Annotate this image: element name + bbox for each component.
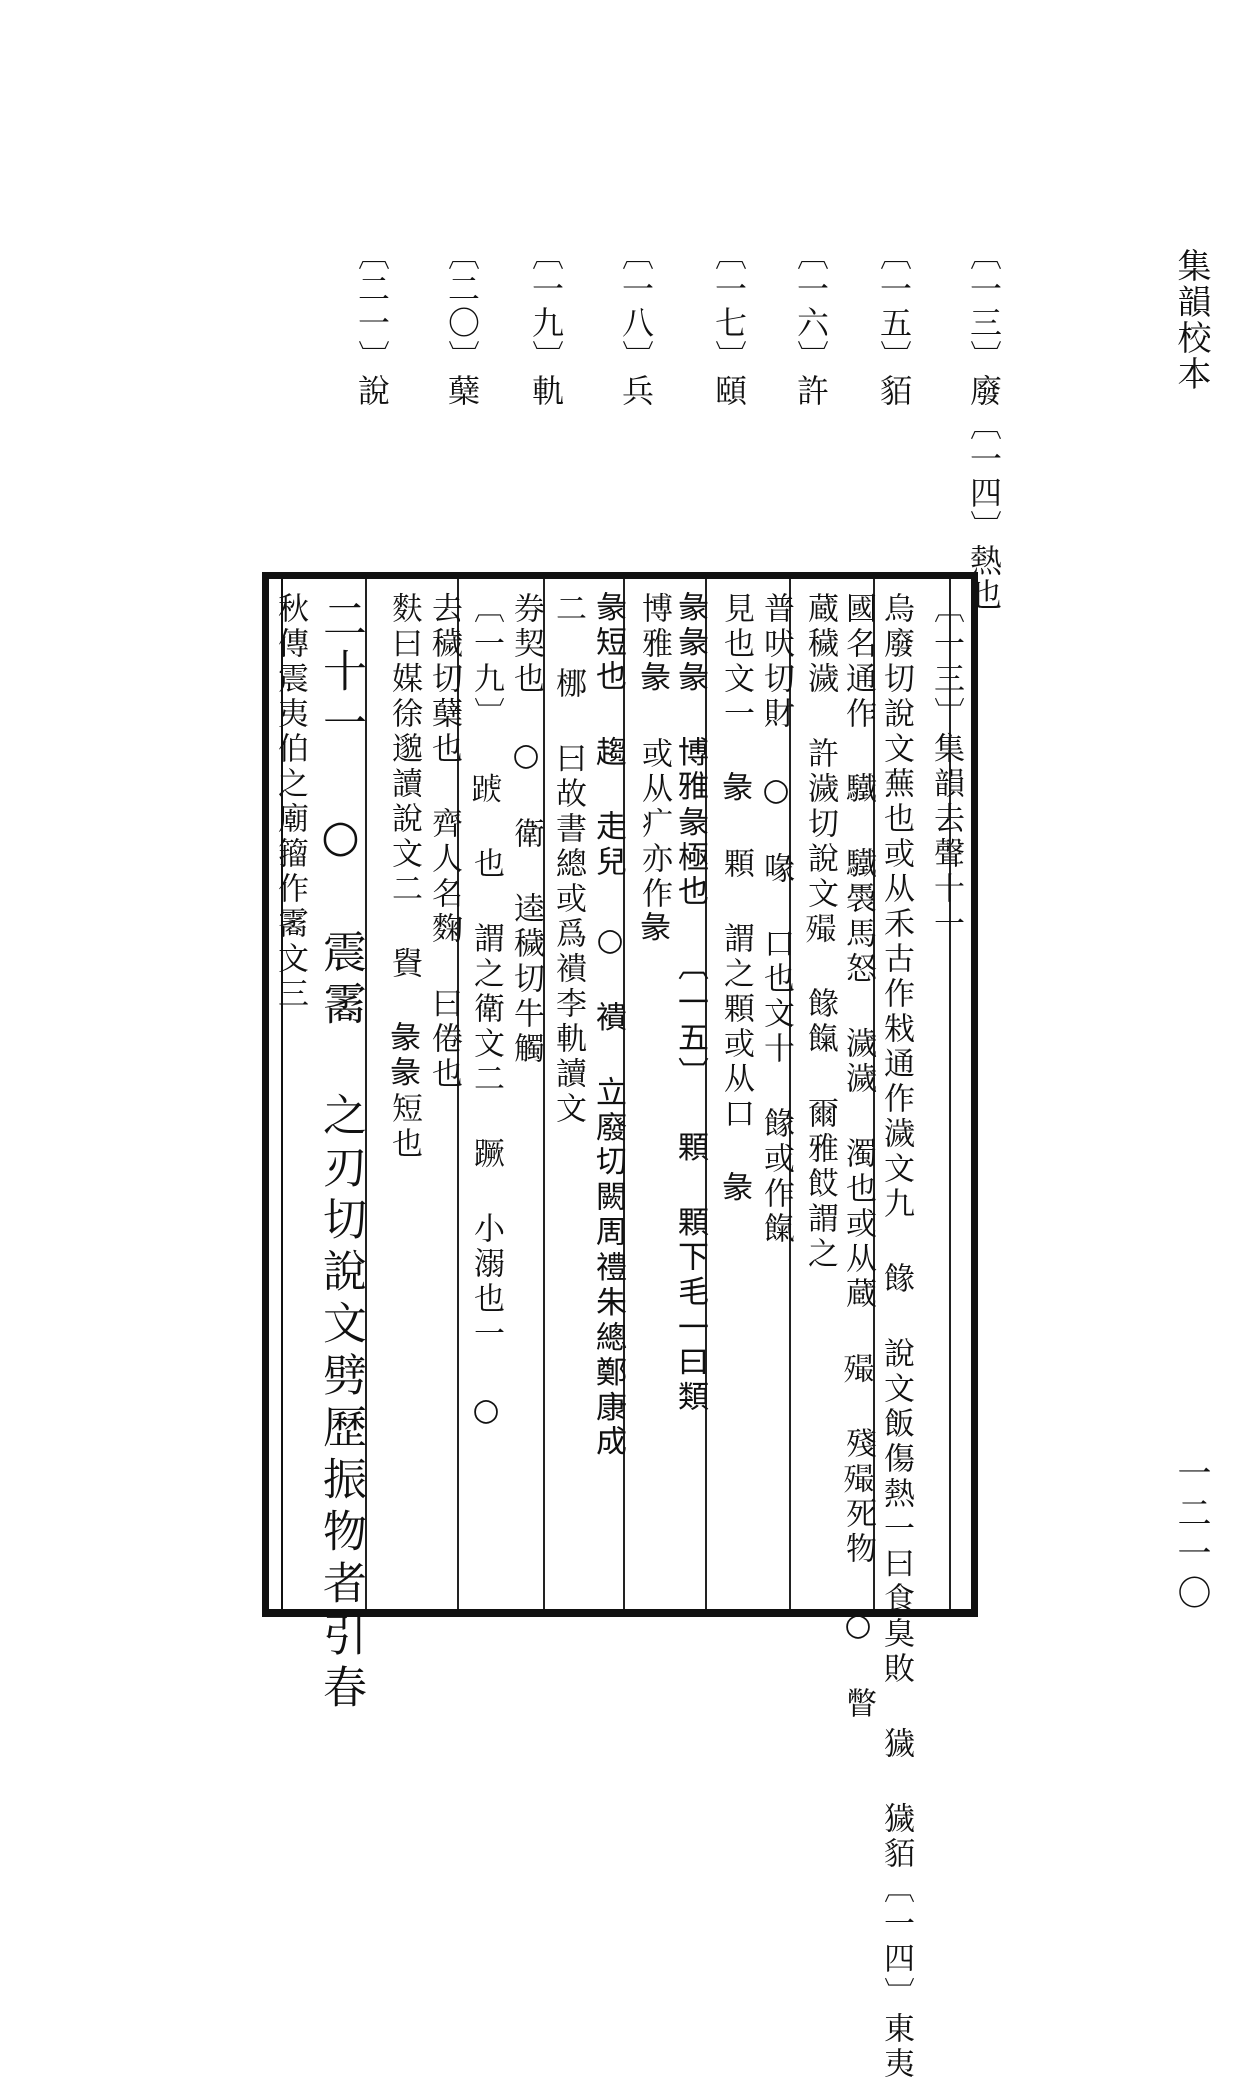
note-17 xyxy=(710,238,748,408)
text-column-1: 〔一三〕集韻去聲十一 xyxy=(928,592,964,942)
note-18 xyxy=(617,238,655,408)
note-marker: 〔一六〕 xyxy=(792,238,830,374)
note-marker: 〔一八〕 xyxy=(617,238,655,374)
note-marker: 〔一三〕 xyxy=(965,238,1003,374)
text-column-16: 秋傳震夷伯之廟籀作霱文三 xyxy=(272,592,308,1012)
note-marker: 〔二〇〕 xyxy=(443,238,481,374)
text-column-8: 博雅𧰲 或从疒亦作𧰲 xyxy=(636,592,672,947)
note-text: 許 xyxy=(792,374,830,408)
note-13 xyxy=(965,238,1003,612)
text-column-6: 見也文一 𧰲 顆 謂之顆或从口 𧰲 xyxy=(718,592,754,1207)
text-column-3: 國名通作 驖 驖䮍馬怒 濊濊 濁也或从蔵 𣩡 殘𣩡死物 ○ 瞥 xyxy=(840,592,876,1722)
text-column-14: 麩曰媒徐邈讀說文二 䝿 𧰲𧰲短也 xyxy=(386,592,422,1162)
note-text: 廢〔一四〕熱也 xyxy=(965,374,1003,612)
text-column-2: 烏廢切說文蕪也或从禾古作㦵通作濊文九 餯 說文飯傷熱一曰食臭敗 獩 獩貊〔一四〕東夷 xyxy=(878,592,914,2082)
note-marker: 〔一五〕 xyxy=(875,238,913,374)
text-column-12: 〔一九〕 𨂑 也 謂之衛文二 蹶 小溺也一 ○ xyxy=(468,592,504,1432)
text-column-11: 券契也 ○ 衛 逵穢切牛觸 xyxy=(508,592,544,1067)
text-column-10: 二 梛 曰故書總或爲䙡李軌讀文 xyxy=(550,592,586,1127)
note-16 xyxy=(792,238,830,408)
text-column-9: 𧰲短也 趨 走兒 ○ 䙡 立廢切闕周禮朱總鄭康成 xyxy=(592,592,628,1462)
note-19 xyxy=(527,238,565,408)
note-marker: 〔二一〕 xyxy=(353,238,391,374)
note-marker: 〔一七〕 xyxy=(710,238,748,374)
note-15 xyxy=(875,238,913,408)
text-column-5: 普吠切財 ○ 喙 口也文十 餯或作餼 xyxy=(758,592,794,1247)
page-number: 一二一〇 xyxy=(1171,1455,1211,1615)
text-column-7: 𧰲𧰲𧰲 博雅𧰲極也 〔一五〕 顆 顆下毛一曰類 xyxy=(674,592,710,1417)
note-text: 軌 xyxy=(527,374,565,408)
note-20 xyxy=(443,238,481,408)
note-text: 頤 xyxy=(710,374,748,408)
note-marker: 〔一九〕 xyxy=(527,238,565,374)
text-column-15: 二十一 ○ 震霱 之刃切說文劈歷振物者引春 xyxy=(315,596,366,1716)
text-column-13: 去穢切蘖也 齊人名麴 曰倦也 xyxy=(426,592,462,1092)
note-text: 兵 xyxy=(617,374,655,408)
note-text: 說 xyxy=(353,374,391,408)
note-21 xyxy=(353,238,391,408)
note-text: 貊 xyxy=(875,374,913,408)
book-title: 集韻校本 xyxy=(1171,248,1211,392)
note-text: 蘖 xyxy=(443,374,481,408)
text-column-4: 蔵穢濊 許濊切說文𣩡 餯餼 爾雅餀謂之 xyxy=(802,592,838,1272)
